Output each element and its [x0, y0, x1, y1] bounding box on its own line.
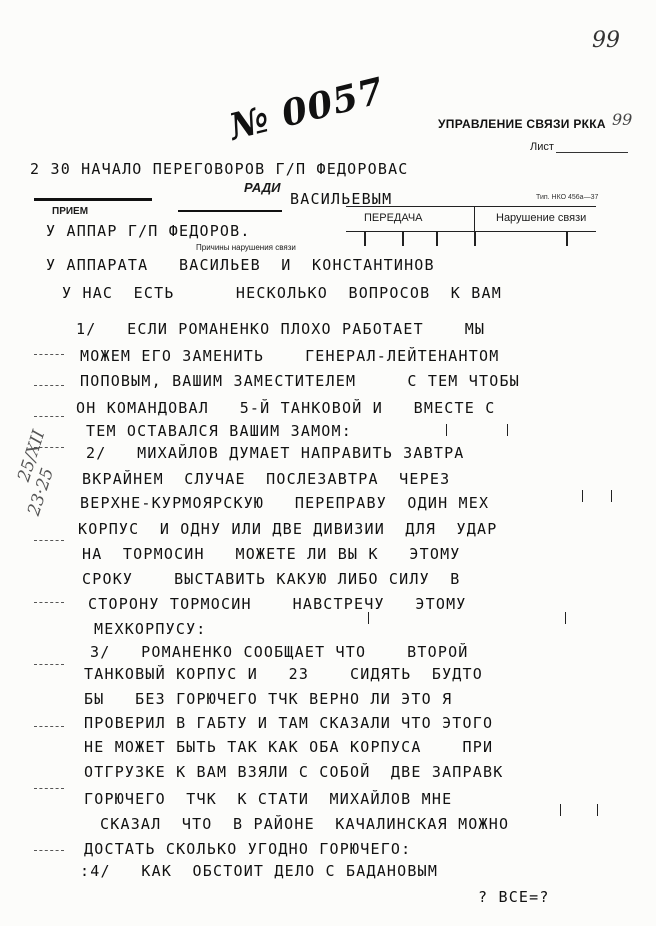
- margin-dash: [34, 385, 64, 387]
- margin-dash: [34, 540, 64, 542]
- margin-dash: [34, 726, 64, 728]
- telegram-line: МОЖЕМ ЕГО ЗАМЕНИТЬ ГЕНЕРАЛ-ЛЕЙТЕНАНТОМ: [80, 347, 500, 365]
- margin-dash: [34, 850, 64, 852]
- margin-note-time: 23·25: [24, 465, 59, 519]
- margin-dash: [34, 447, 64, 449]
- registration-number-stamp: № 0057: [225, 69, 389, 149]
- violation-label: Нарушение связи: [496, 212, 587, 224]
- form-grid-tick: [566, 232, 568, 246]
- margin-dash: [34, 788, 64, 790]
- form-box: [560, 804, 598, 816]
- telegram-line: У НАС ЕСТЬ НЕСКОЛЬКО ВОПРОСОВ К ВАМ: [62, 284, 502, 302]
- telegram-line: ОН КОМАНДОВАЛ 5-Й ТАНКОВОЙ И ВМЕСТЕ С: [76, 399, 496, 417]
- radio-stamp: РАДИ: [244, 180, 281, 195]
- form-box: [368, 612, 566, 624]
- form-box: [446, 424, 508, 436]
- telegram-line: 1/ ЕСЛИ РОМАНЕНКО ПЛОХО РАБОТАЕТ МЫ: [76, 320, 486, 338]
- telegram-line: НА ТОРМОСИН МОЖЕТЕ ЛИ ВЫ К ЭТОМУ: [82, 545, 461, 563]
- telegram-line: КОРПУС И ОДНУ ИЛИ ДВЕ ДИВИЗИИ ДЛЯ УДАР: [78, 520, 498, 538]
- form-grid-tick: [436, 232, 438, 246]
- telegram-line: НЕ МОЖЕТ БЫТЬ ТАК КАК ОБА КОРПУСА ПРИ: [84, 738, 494, 756]
- receive-label: ПРИЕМ: [52, 206, 89, 217]
- form-grid-tick: [364, 232, 366, 246]
- telegram-line: БЫ БЕЗ ГОРЮЧЕГО ТЧК ВЕРНО ЛИ ЭТО Я: [84, 690, 453, 708]
- telegram-line: ДОСТАТЬ СКОЛЬКО УГОДНО ГОРЮЧЕГО:: [84, 840, 412, 858]
- telegram-line: ГОРЮЧЕГО ТЧК К СТАТИ МИХАЙЛОВ МНЕ: [84, 790, 453, 808]
- telegram-line: :4/ КАК ОБСТОИТ ДЕЛО С БАДАНОВЫМ: [80, 862, 439, 880]
- organization-handwritten-mark: 99: [612, 110, 633, 129]
- margin-dash: [34, 664, 64, 666]
- telegram-line: ПРОВЕРИЛ В ГАБТУ И ТАМ СКАЗАЛИ ЧТО ЭТОГО: [84, 714, 494, 732]
- sheet-number-line: [556, 152, 628, 153]
- transmit-label: ПЕРЕДАЧА: [364, 212, 423, 224]
- sheet-label: Лист: [530, 141, 554, 153]
- form-box: [582, 490, 612, 502]
- telegram-line: ТАНКОВЫЙ КОРПУС И 23 СИДЯТЬ БУДТО: [84, 665, 483, 683]
- folio-number: 99: [592, 28, 620, 53]
- telegram-line: СРОКУ ВЫСТАВИТЬ КАКУЮ ЛИБО СИЛУ В: [82, 570, 461, 588]
- telegram-line: ВКРАЙНЕМ СЛУЧАЕ ПОСЛЕЗАВТРА ЧЕРЕЗ: [82, 470, 451, 488]
- form-grid-tick: [474, 232, 476, 246]
- telegram-line: ОТГРУЗКЕ К ВАМ ВЗЯЛИ С СОБОЙ ДВЕ ЗАПРАВК: [84, 763, 504, 781]
- print-code: Тип. НКО 456а—37: [536, 194, 599, 201]
- telegram-line: СТОРОНУ ТОРМОСИН НАВСТРЕЧУ ЭТОМУ: [88, 595, 467, 613]
- margin-dash: [34, 602, 64, 604]
- form-rule-left: [34, 198, 152, 201]
- organization-title: УПРАВЛЕНИЕ СВЯЗИ РККА: [438, 117, 606, 131]
- telegram-line: ? ВСЕ=?: [478, 888, 550, 906]
- telegram-line: 2 30 НАЧАЛО ПЕРЕГОВОРОВ Г/П ФЕДОРОВАС: [30, 160, 409, 178]
- telegram-line: ВЕРХНЕ-КУРМОЯРСКУЮ ПЕРЕПРАВУ ОДИН МЕХ: [80, 494, 490, 512]
- telegram-line: ПОПОВЫМ, ВАШИМ ЗАМЕСТИТЕЛЕМ С ТЕМ ЧТОБЫ: [80, 372, 520, 390]
- form-header-table: [346, 206, 596, 232]
- margin-dash: [34, 354, 64, 356]
- violation-causes-label: Причины нарушения связи: [196, 243, 296, 252]
- form-header-divider: [474, 207, 475, 231]
- telegram-line: 2/ МИХАЙЛОВ ДУМАЕТ НАПРАВИТЬ ЗАВТРА: [86, 444, 465, 462]
- telegram-line: МЕХКОРПУСУ:: [94, 620, 207, 638]
- telegram-line: ТЕМ ОСТАВАЛСЯ ВАШИМ ЗАМОМ:: [86, 422, 352, 440]
- margin-note-date: 25/XII: [14, 427, 50, 485]
- form-grid-tick: [402, 232, 404, 246]
- telegram-line: СКАЗАЛ ЧТО В РАЙОНЕ КАЧАЛИНСКАЯ МОЖНО: [100, 815, 510, 833]
- telegram-line: У АППАРАТА ВАСИЛЬЕВ И КОНСТАНТИНОВ: [46, 256, 435, 274]
- telegram-line: 3/ РОМАНЕНКО СООБЩАЕТ ЧТО ВТОРОЙ: [90, 643, 469, 661]
- telegram-line: У АППАР Г/П ФЕДОРОВ.: [46, 222, 251, 240]
- margin-dash: [34, 416, 64, 418]
- form-rule-middle: [178, 210, 282, 212]
- telegram-line: ВАСИЛЬЕВЫМ: [290, 190, 393, 208]
